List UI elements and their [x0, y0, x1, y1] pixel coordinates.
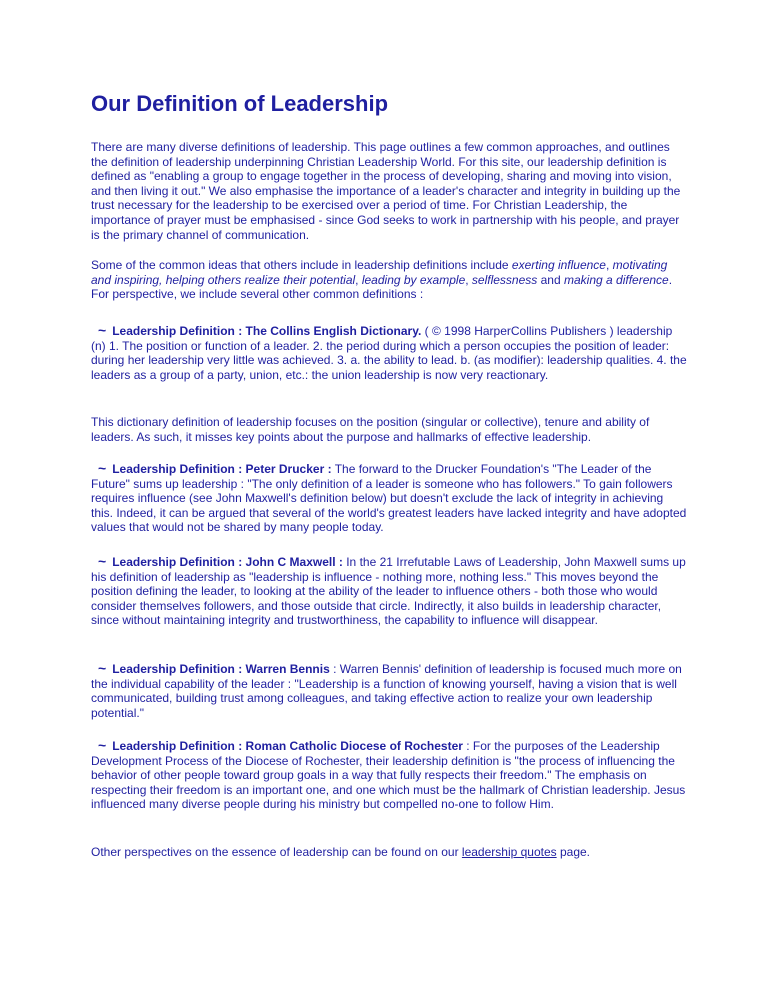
- tilde-bullet-icon: ~: [98, 460, 107, 476]
- definition-text: ( © 1998 HarperCollins Publishers ) leadership (n) 1. The position or function of a leader. 2. the period during which a person occupies the position of leader: during her leadership very little was achieved. 3. a. the ability to lead. b. (as modifier): leadership qualities. 4. the leaders as a group of a party, union, etc.: the union leadership is now very reactionary.: [91, 324, 687, 382]
- outro-text-after: page.: [556, 845, 591, 859]
- definition-bennis: [91, 661, 687, 720]
- idea-making-a-difference: making a difference: [564, 272, 669, 287]
- definition-heading: Leadership Definition : John C Maxwell :: [112, 555, 343, 569]
- ideas-text-after: . For perspective, we include several other common definitions :: [91, 272, 673, 302]
- tilde-bullet-icon: ~: [98, 553, 107, 569]
- definition-text: : For the purposes of the Leadership Development Process of the Diocese of Rochester, their leadership definition is "the process of influencing the behavior of other people toward group goals in a way that fully respects their freedom." The emphasis on respecting their freedom is an important one, and one which must be the hallmark of Christian leadership. Jesus influenced many diverse people during his ministry but compelled no-one to follow Him.: [91, 739, 686, 812]
- definition-heading: Leadership Definition : Roman Catholic Diocese of Rochester: [112, 739, 463, 753]
- common-ideas-paragraph: [91, 258, 687, 302]
- outro-text-before: Other perspectives on the essence of leadership can be found on our: [91, 845, 462, 859]
- definition-collins: [91, 323, 687, 382]
- tilde-bullet-icon: ~: [98, 322, 107, 338]
- ideas-separator: ,: [355, 272, 362, 287]
- tilde-bullet-icon: ~: [98, 737, 107, 753]
- outro-paragraph: [91, 845, 687, 860]
- ideas-separator: ,: [465, 272, 472, 287]
- definition-rochester: [91, 738, 687, 812]
- tilde-bullet-icon: ~: [98, 660, 107, 676]
- definition-heading: Leadership Definition : The Collins English Dictionary.: [112, 324, 422, 338]
- leadership-quotes-link[interactable]: leadership quotes: [461, 845, 557, 859]
- collins-commentary-paragraph: This dictionary definition of leadership focuses on the position (singular or collective), tenure and ability of leaders. As such, it misses key points about the purpose and hallmarks of effective leadership.: [91, 415, 650, 444]
- definition-heading: Leadership Definition : Warren Bennis: [112, 662, 330, 676]
- definition-text: The forward to the Drucker Foundation's "The Leader of the Future" sums up leadership : "The only definition of a leader is someone who has followers." To gain followers requires influence (see John Maxwell's definition below) but doesn't exclude the lack of integrity in achieving this. Indeed, it can be argued that several of the world's greatest leaders have lacked integrity and have adopted values that would not be shared by many people today.: [91, 462, 687, 535]
- intro-paragraph: There are many diverse definitions of leadership. This page outlines a few common approaches, and outlines the definition of leadership underpinning Christian Leadership World. For this site, our leadership definition is defined as "enabling a group to engage together in the process of developing, sharing and moving into vision, and then living it out." We also emphasise the importance of a leader's character and integrity in building up the trust necessary for the leadership to be exercised over a period of time. For Christian Leadership, the importance of prayer must be emphasised - since God seeks to work in partnership with his people, and prayer is the primary channel of communication.: [91, 140, 681, 242]
- idea-motivating-inspiring: motivating and inspiring, helping others realize their potential: [91, 258, 668, 287]
- definition-text: : Warren Bennis' definition of leadership is focused much more on the individual capability of the leader : "Leadership is a function of knowing yourself, having a vision that is well communicated, building trust among colleagues, and taking effective action to realize your own leadership potential.": [91, 662, 682, 720]
- page-title: Our Definition of Leadership: [91, 91, 389, 116]
- idea-selflessness: selflessness: [471, 272, 538, 287]
- definition-text: In the 21 Irrefutable Laws of Leadership, John Maxwell sums up his definition of leadership as "leadership is influence - nothing more, nothing less." This moves beyond the position defining the leader, to looking at the ability of the leader to influence others - both those who would consider themselves followers, and those outside that circle. Indirectly, it also builds in leadership character, since without maintaining integrity and trustworthiness, the capability to influence will disappear.: [91, 555, 686, 628]
- ideas-separator: and: [537, 272, 564, 287]
- idea-exerting-influence: exerting influence: [511, 258, 606, 272]
- ideas-text-before: Some of the common ideas that others include in leadership definitions include: [91, 258, 512, 272]
- definition-maxwell: [91, 554, 687, 628]
- ideas-separator: ,: [605, 258, 613, 272]
- definition-drucker: [91, 461, 687, 535]
- definition-heading: Leadership Definition : Peter Drucker :: [112, 462, 332, 476]
- idea-leading-by-example: leading by example: [361, 272, 466, 287]
